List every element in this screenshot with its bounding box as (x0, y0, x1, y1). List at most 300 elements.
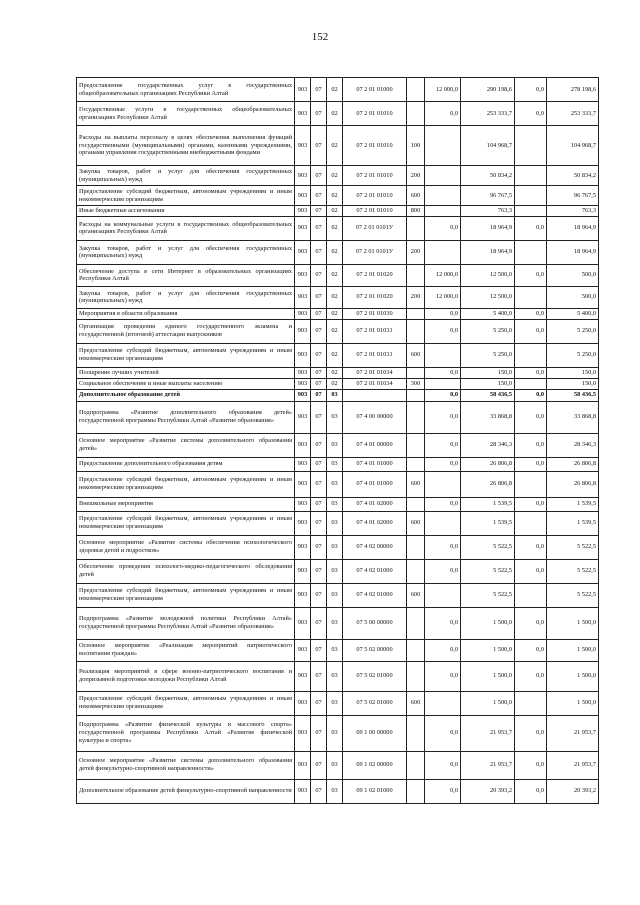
code-pr: 02 (327, 102, 343, 126)
code-pr: 02 (327, 216, 343, 240)
row-name: Предоставление субсидий бюджетным, автономным учреждениям и иным некоммерческим организациям (77, 511, 295, 535)
table-row (77, 102, 599, 126)
code-pr: 02 (327, 319, 343, 343)
value-2: 5 522,5 (461, 559, 515, 583)
value-1: 0,0 (425, 216, 461, 240)
code-vr (407, 715, 425, 751)
value-2: 26 806,8 (461, 457, 515, 471)
code-rz: 07 (311, 186, 327, 206)
code-gr: 903 (295, 319, 311, 343)
value-4: 28 346,3 (547, 433, 599, 457)
row-name: Государственные услуги в государственных общеобразовательных организациях Республики Алтай (77, 102, 295, 126)
row-name: Предоставление государственных услуг в государственных общеобразовательных организациях Республики Алтай (77, 78, 295, 102)
row-name: Закупка товаров, работ и услуг для обеспечения государственных (муниципальных) нужд (77, 240, 295, 264)
value-2: 58 436,5 (461, 389, 515, 401)
value-3: 0,0 (515, 216, 547, 240)
value-1: 0,0 (425, 559, 461, 583)
code-vr: 300 (407, 378, 425, 389)
value-1 (425, 583, 461, 607)
code-vr (407, 779, 425, 803)
value-1 (425, 186, 461, 206)
code-csr: 07 2 01 01010 (343, 102, 407, 126)
row-name: Иные бюджетные ассигнования (77, 206, 295, 217)
code-rz: 07 (311, 433, 327, 457)
value-4: 1 539,5 (547, 511, 599, 535)
code-vr (407, 497, 425, 511)
value-4: 500,0 (547, 264, 599, 286)
code-vr (407, 389, 425, 401)
value-1: 0,0 (425, 639, 461, 661)
code-pr: 02 (327, 186, 343, 206)
value-4: 5 522,5 (547, 535, 599, 559)
code-csr (343, 389, 407, 401)
row-name: Основное мероприятие «Реализация мероприятий патриотического воспитания граждан» (77, 639, 295, 661)
value-2: 5 250,0 (461, 319, 515, 343)
value-3: 0,0 (515, 457, 547, 471)
table-row (77, 240, 599, 264)
row-name: Подпрограмма «Развитие физической культуры и массового спорта» государственной программы Республики Алтай «Развитие физической культуры и спорта» (77, 715, 295, 751)
code-csr: 07 2 01 0101У (343, 216, 407, 240)
value-1: 0,0 (425, 433, 461, 457)
code-gr: 903 (295, 559, 311, 583)
value-2: 96 767,5 (461, 186, 515, 206)
code-rz: 07 (311, 264, 327, 286)
code-csr: 07 5 02 01000 (343, 691, 407, 715)
table-row (77, 639, 599, 661)
code-rz: 07 (311, 559, 327, 583)
code-gr: 903 (295, 216, 311, 240)
code-gr: 903 (295, 166, 311, 186)
value-1: 12 000,0 (425, 286, 461, 308)
value-3: 0,0 (515, 607, 547, 639)
value-1: 0,0 (425, 308, 461, 319)
code-vr (407, 457, 425, 471)
page-number: 152 (311, 31, 329, 43)
code-csr: 07 4 02 01000 (343, 559, 407, 583)
code-csr: 07 2 01 01000 (343, 78, 407, 102)
code-pr: 03 (327, 661, 343, 691)
code-vr (407, 607, 425, 639)
code-pr: 02 (327, 206, 343, 217)
value-1: 0,0 (425, 401, 461, 433)
value-3: 0,0 (515, 433, 547, 457)
row-name: Основное мероприятие «Развитие системы обеспечения психологического здоровья детей и подростков» (77, 535, 295, 559)
code-rz: 07 (311, 166, 327, 186)
value-2: 1 500,0 (461, 691, 515, 715)
code-pr: 02 (327, 286, 343, 308)
value-4: 104 968,7 (547, 126, 599, 166)
code-csr: 09 1 00 00000 (343, 715, 407, 751)
value-3: 0,0 (515, 367, 547, 378)
value-2: 12 500,0 (461, 264, 515, 286)
code-rz: 07 (311, 607, 327, 639)
code-pr: 03 (327, 401, 343, 433)
code-vr: 600 (407, 583, 425, 607)
code-rz: 07 (311, 78, 327, 102)
code-pr: 03 (327, 751, 343, 779)
table-row (77, 378, 599, 389)
code-rz: 07 (311, 367, 327, 378)
code-csr: 07 2 01 01010 (343, 186, 407, 206)
value-4: 21 953,7 (547, 751, 599, 779)
table-row (77, 691, 599, 715)
code-vr (407, 102, 425, 126)
code-vr (407, 433, 425, 457)
value-4: 1 500,0 (547, 661, 599, 691)
value-2: 1 500,0 (461, 639, 515, 661)
code-gr: 903 (295, 471, 311, 497)
code-vr (407, 751, 425, 779)
table-row (77, 78, 599, 102)
code-pr: 03 (327, 471, 343, 497)
value-3 (515, 206, 547, 217)
code-rz: 07 (311, 511, 327, 535)
value-4: 1 500,0 (547, 639, 599, 661)
value-1: 0,0 (425, 779, 461, 803)
code-csr: 07 2 01 01034 (343, 367, 407, 378)
row-name: Обеспечение проведения психолого-медико-педагогического обследования детей (77, 559, 295, 583)
code-pr: 03 (327, 559, 343, 583)
code-gr: 903 (295, 240, 311, 264)
value-2: 18 964,9 (461, 240, 515, 264)
value-4: 20 393,2 (547, 779, 599, 803)
code-csr: 07 4 01 01000 (343, 471, 407, 497)
value-3: 0,0 (515, 535, 547, 559)
table-row (77, 535, 599, 559)
value-4: 58 436,5 (547, 389, 599, 401)
value-3: 0,0 (515, 78, 547, 102)
row-name: Основное мероприятие «Развитие системы дополнительного образования детей» (77, 433, 295, 457)
code-csr: 07 4 02 00000 (343, 535, 407, 559)
table-row (77, 216, 599, 240)
code-csr: 07 4 01 02000 (343, 497, 407, 511)
code-pr: 03 (327, 583, 343, 607)
row-name: Дополнительное образование детей (77, 389, 295, 401)
code-pr: 02 (327, 126, 343, 166)
row-name: Предоставление субсидий бюджетным, автономным учреждениям и иным некоммерческим организациям (77, 343, 295, 367)
value-3: 0,0 (515, 497, 547, 511)
value-1 (425, 511, 461, 535)
code-gr: 903 (295, 457, 311, 471)
code-gr: 903 (295, 378, 311, 389)
value-1 (425, 206, 461, 217)
code-vr: 200 (407, 286, 425, 308)
code-pr: 03 (327, 497, 343, 511)
code-csr: 09 1 02 00000 (343, 751, 407, 779)
value-2: 50 834,2 (461, 166, 515, 186)
code-vr (407, 308, 425, 319)
row-name: Социальное обеспечение и иные выплаты населению (77, 378, 295, 389)
code-gr: 903 (295, 433, 311, 457)
value-3 (515, 166, 547, 186)
code-csr: 07 5 00 00000 (343, 607, 407, 639)
code-rz: 07 (311, 583, 327, 607)
value-3 (515, 126, 547, 166)
value-3: 0,0 (515, 102, 547, 126)
code-rz: 07 (311, 102, 327, 126)
code-rz: 07 (311, 240, 327, 264)
value-4: 763,3 (547, 206, 599, 217)
value-2: 28 346,3 (461, 433, 515, 457)
row-name: Организация проведения единого государственного экзамена и государственной (итоговой) аттестации выпускников (77, 319, 295, 343)
code-rz: 07 (311, 378, 327, 389)
table-row (77, 264, 599, 286)
code-vr (407, 367, 425, 378)
value-2: 1 539,5 (461, 497, 515, 511)
value-4: 18 964,9 (547, 216, 599, 240)
table-row (77, 779, 599, 803)
code-csr: 07 2 01 01031 (343, 319, 407, 343)
code-csr: 07 2 01 01034 (343, 378, 407, 389)
value-1: 0,0 (425, 535, 461, 559)
code-csr: 07 2 01 01010 (343, 126, 407, 166)
table-row (77, 126, 599, 166)
code-pr: 03 (327, 433, 343, 457)
code-gr: 903 (295, 186, 311, 206)
value-2: 5 522,5 (461, 583, 515, 607)
table-row (77, 319, 599, 343)
code-gr: 903 (295, 607, 311, 639)
row-name: Расходы на коммунальные услуги в государственных общеобразовательных организациях Республики Алтай (77, 216, 295, 240)
table-row (77, 367, 599, 378)
code-vr: 600 (407, 511, 425, 535)
code-gr: 903 (295, 206, 311, 217)
code-pr: 02 (327, 343, 343, 367)
row-name: Закупка товаров, работ и услуг для обеспечения государственных (муниципальных) нужд (77, 166, 295, 186)
code-gr: 903 (295, 535, 311, 559)
code-rz: 07 (311, 715, 327, 751)
code-csr: 07 4 01 01000 (343, 457, 407, 471)
code-vr: 600 (407, 691, 425, 715)
table-row (77, 343, 599, 367)
code-gr: 903 (295, 497, 311, 511)
value-3: 0,0 (515, 389, 547, 401)
code-pr: 03 (327, 535, 343, 559)
code-csr: 09 1 02 01000 (343, 779, 407, 803)
value-2: 1 500,0 (461, 607, 515, 639)
code-rz: 07 (311, 751, 327, 779)
code-pr: 02 (327, 264, 343, 286)
row-name: Расходы на выплаты персоналу в целях обеспечения выполнения функций государственными (муниципальными) органами, казенными учреждениями, органами управления государственными внебюджетными фондами (77, 126, 295, 166)
value-2: 104 968,7 (461, 126, 515, 166)
table-row (77, 206, 599, 217)
value-3 (515, 471, 547, 497)
value-3: 0,0 (515, 401, 547, 433)
row-name: Предоставление субсидий бюджетным, автономным учреждениям и иным некоммерческим организациям (77, 186, 295, 206)
table-row (77, 715, 599, 751)
code-pr: 02 (327, 367, 343, 378)
value-3: 0,0 (515, 751, 547, 779)
value-3 (515, 240, 547, 264)
value-3 (515, 511, 547, 535)
value-1 (425, 126, 461, 166)
code-pr: 02 (327, 378, 343, 389)
code-vr: 600 (407, 343, 425, 367)
table-row (77, 511, 599, 535)
table-row (77, 559, 599, 583)
value-1: 0,0 (425, 607, 461, 639)
table-row (77, 433, 599, 457)
code-pr: 02 (327, 240, 343, 264)
value-3: 0,0 (515, 264, 547, 286)
value-4: 253 333,7 (547, 102, 599, 126)
table-row (77, 401, 599, 433)
row-name: Предоставление субсидий бюджетным, автономным учреждениям и иным некоммерческим организациям (77, 471, 295, 497)
code-gr: 903 (295, 78, 311, 102)
value-2: 18 964,9 (461, 216, 515, 240)
value-4: 150,0 (547, 367, 599, 378)
code-pr: 02 (327, 308, 343, 319)
code-csr: 07 2 01 01031 (343, 343, 407, 367)
code-csr: 07 2 01 01010 (343, 206, 407, 217)
value-2: 1 500,0 (461, 661, 515, 691)
code-csr: 07 4 02 01000 (343, 583, 407, 607)
table-row (77, 661, 599, 691)
value-1: 0,0 (425, 715, 461, 751)
row-name: Подпрограмма «Развитие дополнительного образования детей» государственной программы Республики Алтай «Развитие образования» (77, 401, 295, 433)
value-3: 0,0 (515, 308, 547, 319)
value-3: 0,0 (515, 639, 547, 661)
code-vr (407, 535, 425, 559)
table-row (77, 583, 599, 607)
value-4: 278 198,6 (547, 78, 599, 102)
value-2: 290 198,6 (461, 78, 515, 102)
code-csr: 07 2 01 01020 (343, 286, 407, 308)
value-4: 5 250,0 (547, 319, 599, 343)
row-name: Дополнительное образование детей физкультурно-спортивной направленности (77, 779, 295, 803)
code-vr: 800 (407, 206, 425, 217)
code-vr (407, 559, 425, 583)
code-rz: 07 (311, 457, 327, 471)
value-3: 0,0 (515, 779, 547, 803)
value-2: 33 868,8 (461, 401, 515, 433)
code-gr: 903 (295, 661, 311, 691)
value-4: 5 522,5 (547, 559, 599, 583)
code-vr (407, 319, 425, 343)
row-name: Обеспечение доступа в сети Интернет в образовательных организациях Республики Алтай (77, 264, 295, 286)
code-vr (407, 216, 425, 240)
value-1: 0,0 (425, 319, 461, 343)
code-gr: 903 (295, 779, 311, 803)
code-pr: 03 (327, 607, 343, 639)
code-csr: 07 4 00 00000 (343, 401, 407, 433)
code-gr: 903 (295, 401, 311, 433)
code-pr: 03 (327, 389, 343, 401)
code-rz: 07 (311, 286, 327, 308)
code-vr (407, 639, 425, 661)
code-rz: 07 (311, 639, 327, 661)
value-2: 253 333,7 (461, 102, 515, 126)
code-pr: 02 (327, 78, 343, 102)
value-4: 5 522,5 (547, 583, 599, 607)
code-gr: 903 (295, 286, 311, 308)
code-vr (407, 661, 425, 691)
table-row (77, 607, 599, 639)
value-4: 1 539,5 (547, 497, 599, 511)
value-2: 21 953,7 (461, 715, 515, 751)
value-4: 33 868,8 (547, 401, 599, 433)
table-row (77, 166, 599, 186)
row-name: Предоставление дополнительного образования детям (77, 457, 295, 471)
value-1 (425, 343, 461, 367)
value-4: 1 500,0 (547, 691, 599, 715)
row-name: Основное мероприятие «Развитие системы дополнительного образования детей физкультурно-спортивной направленности» (77, 751, 295, 779)
value-3 (515, 286, 547, 308)
code-pr: 03 (327, 779, 343, 803)
code-rz: 07 (311, 779, 327, 803)
code-rz: 07 (311, 319, 327, 343)
code-rz: 07 (311, 401, 327, 433)
value-1: 0,0 (425, 102, 461, 126)
code-vr: 600 (407, 186, 425, 206)
value-4: 21 953,7 (547, 715, 599, 751)
value-4: 96 767,5 (547, 186, 599, 206)
code-csr: 07 4 01 02000 (343, 511, 407, 535)
value-1: 12 000,0 (425, 264, 461, 286)
value-4: 50 834,2 (547, 166, 599, 186)
code-csr: 07 4 01 00000 (343, 433, 407, 457)
value-1: 0,0 (425, 751, 461, 779)
value-4: 5 400,0 (547, 308, 599, 319)
value-4: 26 806,8 (547, 471, 599, 497)
value-3: 0,0 (515, 715, 547, 751)
value-4: 1 500,0 (547, 607, 599, 639)
code-rz: 07 (311, 497, 327, 511)
row-name: Предоставление субсидий бюджетным, автономным учреждениям и иным некоммерческим организациям (77, 691, 295, 715)
code-vr (407, 264, 425, 286)
value-2: 763,3 (461, 206, 515, 217)
table-row (77, 751, 599, 779)
value-1 (425, 471, 461, 497)
value-3 (515, 691, 547, 715)
code-csr: 07 2 01 0101У (343, 240, 407, 264)
table-row (77, 471, 599, 497)
code-pr: 03 (327, 457, 343, 471)
code-gr: 903 (295, 389, 311, 401)
code-gr: 903 (295, 264, 311, 286)
code-gr: 903 (295, 639, 311, 661)
budget-table (76, 77, 599, 804)
value-1 (425, 240, 461, 264)
value-2: 5 250,0 (461, 343, 515, 367)
value-1: 0,0 (425, 661, 461, 691)
value-2: 5 400,0 (461, 308, 515, 319)
code-rz: 07 (311, 389, 327, 401)
row-name: Внешкольные мероприятия (77, 497, 295, 511)
code-pr: 03 (327, 691, 343, 715)
row-name: Реализация мероприятий в сфере военно-патриотического воспитания и допризывной подготовки молодежи Республики Алтай (77, 661, 295, 691)
code-gr: 903 (295, 715, 311, 751)
value-3 (515, 186, 547, 206)
value-2: 26 806,8 (461, 471, 515, 497)
value-2: 12 500,0 (461, 286, 515, 308)
code-gr: 903 (295, 583, 311, 607)
value-4: 18 964,9 (547, 240, 599, 264)
table-row (77, 497, 599, 511)
value-4: 26 806,8 (547, 457, 599, 471)
code-gr: 903 (295, 367, 311, 378)
value-3 (515, 583, 547, 607)
row-name: Подпрограмма «Развитие молодежной политики Республики Алтай» государственной программы Республики Алтай «Развитие образования» (77, 607, 295, 639)
code-gr: 903 (295, 691, 311, 715)
value-2: 20 393,2 (461, 779, 515, 803)
code-vr (407, 401, 425, 433)
value-1: 0,0 (425, 497, 461, 511)
code-pr: 03 (327, 715, 343, 751)
code-gr: 903 (295, 126, 311, 166)
code-rz: 07 (311, 691, 327, 715)
value-2: 1 539,5 (461, 511, 515, 535)
